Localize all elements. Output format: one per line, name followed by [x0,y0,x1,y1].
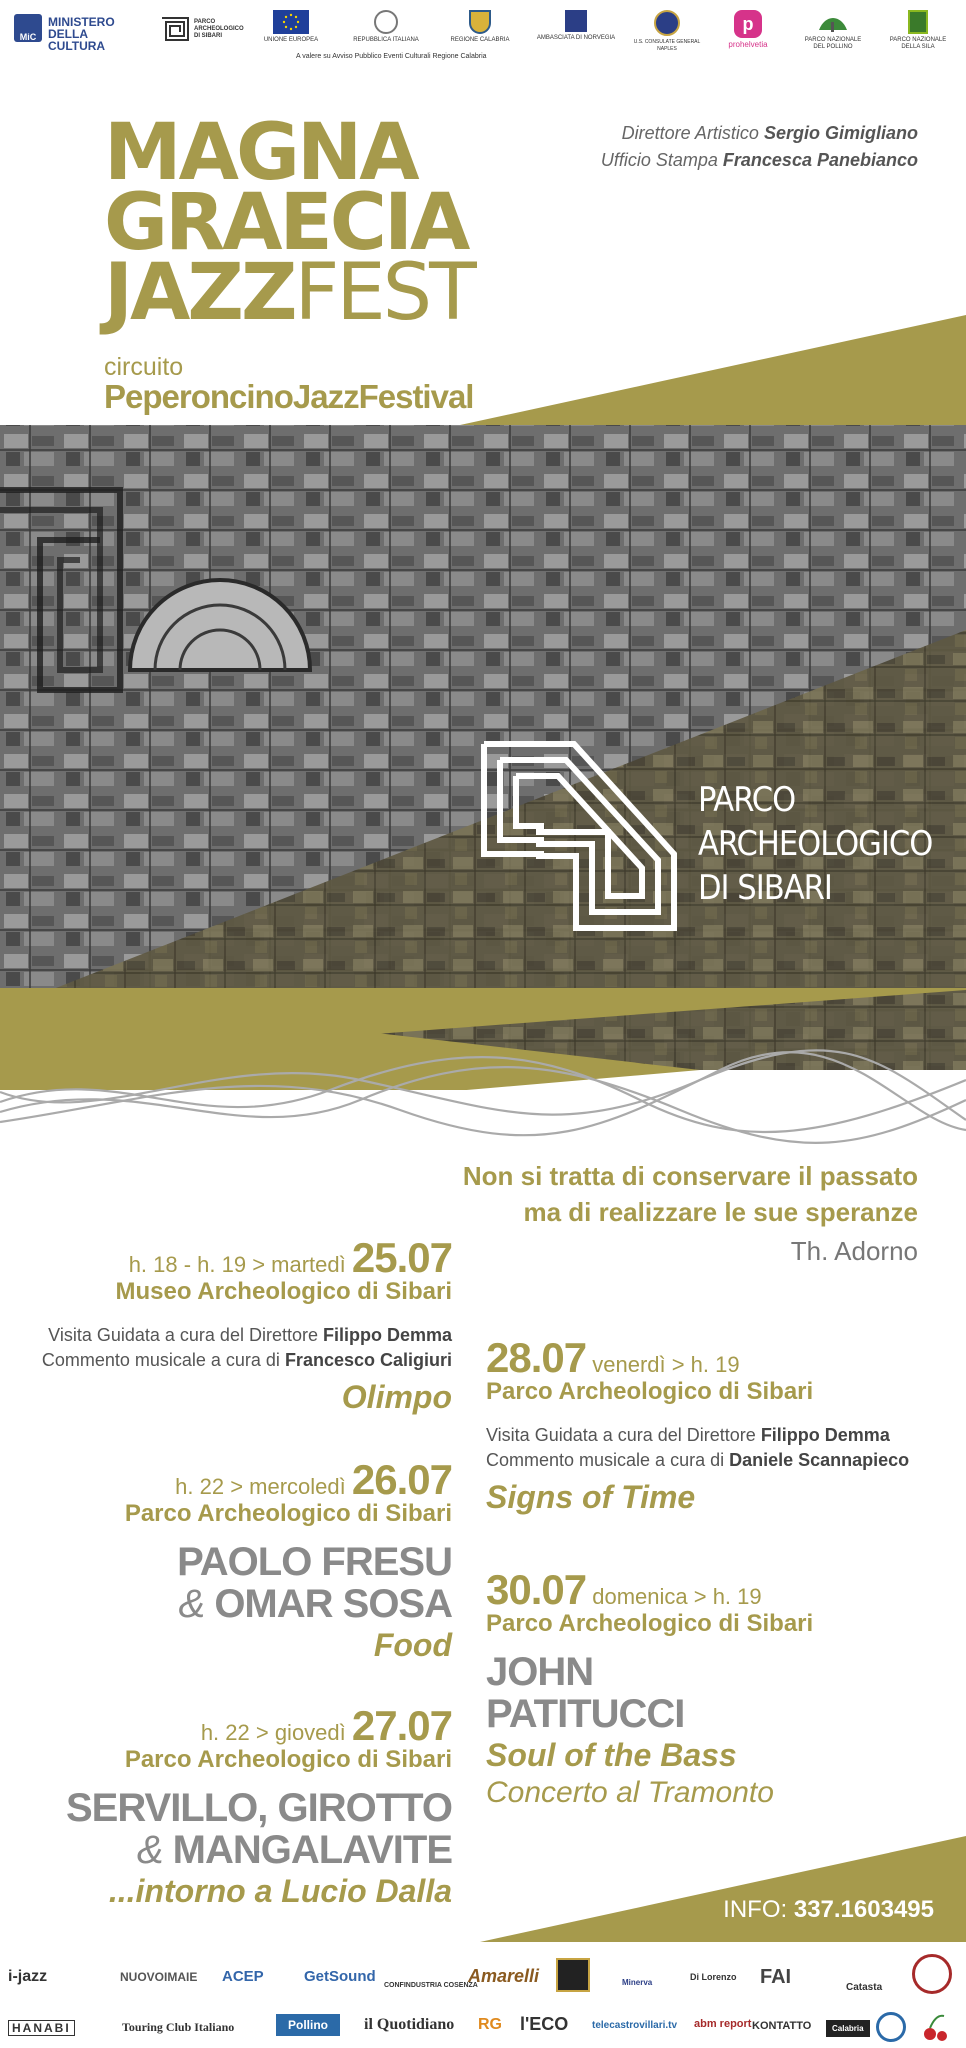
event-30-07 [486,1566,946,1811]
norvegia-label: AMBASCIATA DI NORVEGIA [536,35,616,41]
us-label: U.S. CONSULATE GENERAL [633,39,701,45]
logo-pollino: Pollino [276,2014,340,2036]
calabria-label: REGIONE CALABRIA [450,37,510,43]
us-label: NAPLES [657,46,677,52]
title-fest: FEST [294,248,474,338]
event-time [12,1702,452,1749]
logo-nuovoimaie: NUOVOIMAIE [120,1970,198,1984]
parco-maze-icon [160,16,190,42]
event-26-07 [12,1456,452,1665]
circuit-name: PeperoncinoJazzFestival [104,378,474,415]
logo-round-seal [912,1954,952,1994]
logo-amarelli: Amarelli [468,1966,540,1986]
event-artist: SERVILLO, GIROTTO [65,1786,452,1830]
artist-name: MANGALAVITE [172,1828,452,1872]
event-show: Soul of the Bass [486,1737,737,1773]
event-show: Food [373,1627,452,1663]
event-subtitle: Concerto al Tramonto [486,1776,774,1809]
artist-amp: & [178,1582,205,1626]
credits [601,120,918,174]
desc-pre: Commento musicale a cura di [486,1450,730,1470]
event-location: Parco Archeologico di Sibari [124,1500,452,1527]
desc-name: Daniele Scannapieco [729,1450,910,1470]
info-phone: 337.1603495 [793,1896,934,1923]
aerial-photo-band [0,310,966,1090]
circuit-label: circuito [104,353,184,381]
event-25-07 [12,1234,452,1417]
event-location: Museo Archeologico di Sibari [115,1278,452,1305]
logo-cherry [920,2012,950,2042]
desc-line [486,1448,946,1473]
credit-name: Sergio Gimigliano [763,123,918,143]
festival-title [104,108,474,338]
parco-line: PARCO [194,19,216,25]
logo-getsound: GetSound [304,1968,376,1985]
info-contact [723,1896,934,1924]
event-location: Parco Archeologico di Sibari [486,1378,814,1405]
logo-prohelvetia [716,10,780,48]
event-artist: PAOLO FRESU [177,1540,452,1584]
logo-catasta: Catasta [846,1982,883,1993]
desc-line [12,1323,452,1348]
quote-line-2: ma di realizzare le sue speranze [523,1197,918,1227]
logo-gold-square [556,1958,590,1992]
ministero-line: DELLA [48,27,88,41]
ministero-line: MINISTERO [48,15,115,29]
event-location: Parco Archeologico di Sibari [486,1610,814,1637]
event-date: 27.07 [351,1702,452,1749]
quote-line-1: Non si tratta di conservare il passato [462,1161,918,1191]
desc-name: Filippo Demma [760,1425,890,1445]
logo-acep: ACEP [222,1968,264,1985]
venue-line: PARCO [698,780,796,820]
prohelvetia-icon: p [734,10,762,38]
logo-abm: abm report [694,2018,752,2030]
event-time-text: h. 22 > mercoledì [175,1474,346,1499]
credit-director [601,120,918,147]
quote-author: Th. Adorno [790,1236,918,1266]
event-show: ...intorno a Lucio Dalla [108,1873,452,1909]
event-time-text: venerdì > h. 19 [592,1352,740,1377]
mic-badge: MiC [14,14,42,42]
event-date: 26.07 [351,1456,452,1503]
logo-rg: RG [478,2016,502,2033]
event-time [12,1234,452,1281]
event-artist: PATITUCCI [486,1692,685,1736]
ministero-line: CULTURA [48,39,106,53]
us-seal-icon [654,10,680,36]
credit-name: Francesca Panebianco [722,150,918,170]
sila-label: DELLA SILA [901,44,935,50]
logo-us-consulate [630,10,704,53]
event-time [12,1456,452,1503]
credit-role: Ufficio Stampa [600,150,718,170]
event-artist: JOHN [486,1650,594,1694]
logo-kontatto: KONTATTO [752,2020,812,2032]
sponsor-strip [0,10,966,68]
event-description [486,1423,946,1473]
prohelvetia-label: prohelvetia [728,40,768,49]
logo-confindustria: CONFINDUSTRIA COSENZA [384,1982,478,1989]
event-date: 30.07 [486,1566,587,1613]
emblem-icon [374,10,398,34]
credit-role: Direttore Artistico [621,123,759,143]
artist-amp: & [136,1828,163,1872]
event-time-text: domenica > h. 19 [592,1584,762,1609]
venue-logo [476,736,936,936]
title-line-1: MAGNA [104,108,417,198]
event-time-text: h. 22 > giovedì [200,1720,346,1745]
event-show: Signs of Time [486,1479,696,1515]
repubblica-label: REPUBBLICA ITALIANA [353,37,419,43]
pollino-label: DEL POLLINO [813,44,853,50]
desc-name: Filippo Demma [322,1325,452,1345]
logo-regione-calabria [440,10,520,44]
event-28-07 [486,1334,946,1517]
logo-parco-sila [880,10,956,51]
logo-minerva: Minerva [622,1978,653,1987]
norway-crest-icon [565,10,587,32]
logo-circle-blue [876,2012,906,2042]
info-label: INFO: [723,1896,788,1923]
desc-line [486,1423,946,1448]
event-time [486,1334,946,1381]
event-description [12,1323,452,1373]
venue-line: DI SIBARI [698,868,832,908]
title-jazz: JAZZ [104,248,295,338]
sila-icon [908,10,928,34]
logo-ijazz: i-jazz [8,1968,48,1985]
sibari-maze-icon [476,736,686,936]
funding-note: A valere su Avviso Pubblico Eventi Culturali Regione Calabria [296,53,487,60]
pollino-tree-icon [815,10,851,34]
pollino-label: PARCO NAZIONALE [804,37,862,43]
event-time-text: h. 18 - h. 19 > martedì [128,1252,346,1277]
parco-line: ARCHEOLOGICO [194,26,244,32]
logo-hanabi: HANABI [8,2020,75,2036]
sila-label: PARCO NAZIONALE [889,37,947,43]
desc-pre: Commento musicale a cura di [41,1350,285,1370]
logo-parco-pollino [798,10,868,51]
wave-decoration [0,1040,966,1150]
event-show: Olimpo [341,1379,452,1415]
logo-touring: Touring Club Italiano [122,2020,235,2034]
quote [463,1158,918,1230]
desc-pre: Visita Guidata a cura del Direttore [48,1325,323,1345]
gold-bottom-wedge [0,1826,966,1942]
logo-telecastrovillari: telecastrovillari.tv [592,2020,678,2031]
eu-flag-icon [273,10,309,34]
event-time [486,1566,946,1613]
logo-unione-europea [256,10,326,44]
venue-line: ARCHEOLOGICO [698,824,933,864]
logo-calabria-small: Calabria [826,2020,870,2037]
eu-label: UNIONE EUROPEA [263,37,319,43]
event-artist [12,1583,452,1625]
logo-fai: FAI [760,1966,792,1988]
calabria-shield-icon [469,10,491,34]
artist-name: OMAR SOSA [214,1582,452,1626]
logo-dilorenzo: Di Lorenzo [690,1972,737,1982]
logo-ambasciata-norvegia [530,10,622,42]
title-line-2: GRAECIA [104,178,468,268]
parco-line: DI SIBARI [194,33,223,39]
event-date: 28.07 [486,1334,587,1381]
credit-press [601,147,918,174]
desc-line [12,1348,452,1373]
partner-strip [0,1948,966,2048]
logo-repubblica-italiana [336,10,436,44]
desc-pre: Visita Guidata a cura del Direttore [486,1425,761,1445]
desc-name: Francesco Caligiuri [284,1350,452,1370]
logo-eco: l'ECO [520,2014,569,2034]
event-date: 25.07 [351,1234,452,1281]
event-location: Parco Archeologico di Sibari [124,1746,452,1773]
logo-quotidiano: il Quotidiano [364,2016,455,2033]
